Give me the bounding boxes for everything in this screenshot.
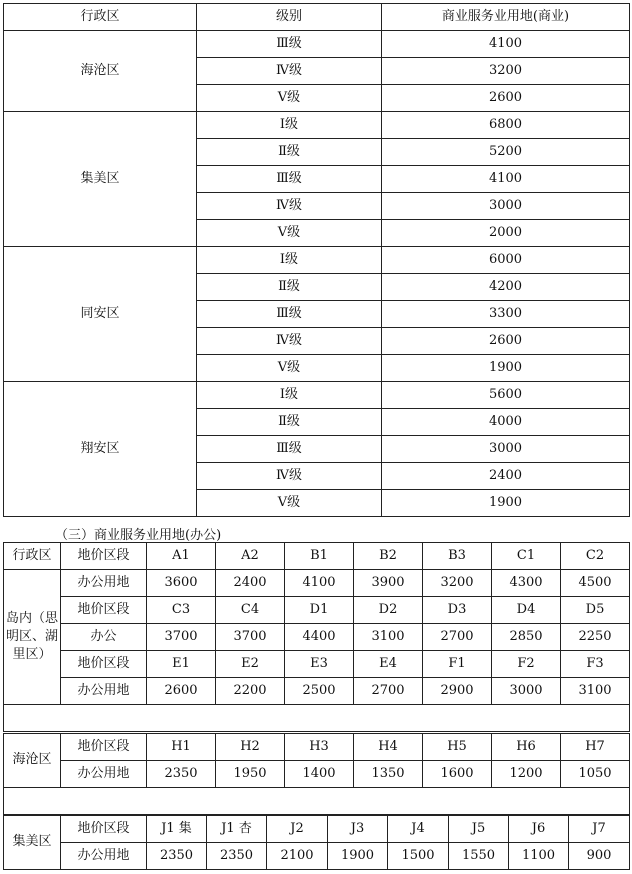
zone-cell: E3 [285,651,354,678]
office-island-body [4,543,630,732]
zone-cell: J3 [328,816,388,843]
column-header: 商业服务业用地(商业) [382,4,630,31]
district-cell: 海沧区 [4,734,61,788]
price-cell: 3100 [561,678,630,705]
district-cell: 岛内（思明区、湖里区） [4,570,61,705]
price-cell: 2600 [382,85,630,112]
price-cell: 2700 [354,678,423,705]
zone-cell: J6 [509,816,569,843]
grade-cell: Ⅳ级 [197,328,382,355]
district-cell: 集美区 [4,112,197,247]
price-cell: 1100 [509,843,569,870]
zone-cell: H5 [423,734,492,761]
grade-cell: Ⅴ级 [197,355,382,382]
office-haicang-table [3,733,630,815]
spacer-cell [4,788,630,815]
price-cell: 2400 [216,570,285,597]
table-row [4,734,630,761]
zone-cell: B3 [423,543,492,570]
price-cell: 4000 [382,409,630,436]
price-cell: 3000 [382,193,630,220]
zone-cell: J1 集 [147,816,207,843]
price-cell: 3900 [354,570,423,597]
price-cell: 4100 [382,31,630,58]
column-header: 级别 [197,4,382,31]
zone-cell: H1 [147,734,216,761]
row-label: 办公用地 [61,761,147,788]
price-cell: 4300 [492,570,561,597]
zone-cell: D3 [423,597,492,624]
price-cell: 4400 [285,624,354,651]
header-row [4,543,630,570]
zone-cell: F2 [492,651,561,678]
price-cell: 1900 [382,490,630,517]
price-cell: 4500 [561,570,630,597]
row-label: 地价区段 [61,597,147,624]
district-cell: 同安区 [4,247,197,382]
price-cell: 2500 [285,678,354,705]
row-label: 地价区段 [61,734,147,761]
price-cell: 1050 [561,761,630,788]
table-row [4,382,630,409]
zone-cell: J2 [267,816,328,843]
price-cell: 3600 [147,570,216,597]
zone-cell: H2 [216,734,285,761]
price-cell: 1550 [449,843,509,870]
table-row [4,843,630,870]
district-cell: 集美区 [4,816,61,870]
spacer-row [4,788,630,815]
zone-cell: J5 [449,816,509,843]
row-label: 地价区段 [61,543,147,570]
grade-cell: Ⅴ级 [197,85,382,112]
price-cell: 3200 [423,570,492,597]
zone-cell: H3 [285,734,354,761]
table-row [4,761,630,788]
table-row [4,570,630,597]
zone-cell: C1 [492,543,561,570]
price-cell: 2850 [492,624,561,651]
price-cell: 2700 [423,624,492,651]
grade-cell: Ⅳ级 [197,58,382,85]
grade-cell: Ⅴ级 [197,220,382,247]
table-row [4,816,630,843]
price-cell: 1200 [492,761,561,788]
price-cell: 3700 [147,624,216,651]
zone-cell: E1 [147,651,216,678]
price-cell: 5200 [382,139,630,166]
price-cell: 2350 [207,843,267,870]
table-row [4,651,630,678]
zone-cell: F1 [423,651,492,678]
price-cell: 1900 [382,355,630,382]
district-cell: 海沧区 [4,31,197,112]
grade-cell: Ⅱ级 [197,274,382,301]
row-label: 办公用地 [61,570,147,597]
zone-cell: A2 [216,543,285,570]
zone-cell: D2 [354,597,423,624]
grade-cell: Ⅰ级 [197,382,382,409]
price-cell: 4100 [382,166,630,193]
section-title: （三）商业服务业用地(办公) [55,528,222,543]
table-row [4,247,630,274]
price-cell: 3000 [492,678,561,705]
office-jimei-table [3,815,630,870]
table-row [4,112,630,139]
price-cell: 4200 [382,274,630,301]
district-cell: 翔安区 [4,382,197,517]
price-cell: 2400 [382,463,630,490]
spacer-cell [4,705,630,732]
grade-cell: Ⅱ级 [197,409,382,436]
grade-cell: Ⅲ级 [197,301,382,328]
price-cell: 2200 [216,678,285,705]
table-row [4,31,630,58]
price-cell: 2000 [382,220,630,247]
price-cell: 3300 [382,301,630,328]
grade-cell: Ⅱ级 [197,139,382,166]
zone-cell: H6 [492,734,561,761]
grade-cell: Ⅰ级 [197,247,382,274]
zone-cell: A1 [147,543,216,570]
zone-cell: H7 [561,734,630,761]
price-cell: 2900 [423,678,492,705]
price-cell: 4100 [285,570,354,597]
zone-cell: C3 [147,597,216,624]
zone-cell: D5 [561,597,630,624]
header-row [4,4,630,31]
district-header: 行政区 [4,543,61,570]
price-cell: 1350 [354,761,423,788]
zone-cell: F3 [561,651,630,678]
commercial-land-table [3,3,630,517]
price-cell: 3200 [382,58,630,85]
grade-cell: Ⅲ级 [197,31,382,58]
price-cell: 1600 [423,761,492,788]
office-haicang-body [4,734,630,815]
zone-cell: H4 [354,734,423,761]
commercial-table-body [4,4,630,517]
zone-cell: E2 [216,651,285,678]
price-cell: 3700 [216,624,285,651]
table-row [4,678,630,705]
grade-cell: Ⅳ级 [197,193,382,220]
price-cell: 3100 [354,624,423,651]
price-cell: 2600 [147,678,216,705]
grade-cell: Ⅴ级 [197,490,382,517]
row-label: 办公用地 [61,843,147,870]
grade-cell: Ⅲ级 [197,436,382,463]
zone-cell: E4 [354,651,423,678]
zone-cell: J4 [388,816,449,843]
row-label: 办公 [61,624,147,651]
row-label: 地价区段 [61,816,147,843]
table-row [4,624,630,651]
row-label: 地价区段 [61,651,147,678]
price-cell: 2350 [147,761,216,788]
table-row [4,597,630,624]
office-jimei-body [4,816,630,870]
price-cell: 2350 [147,843,207,870]
price-cell: 6000 [382,247,630,274]
price-cell: 1500 [388,843,449,870]
price-cell: 1950 [216,761,285,788]
column-header: 行政区 [4,4,197,31]
zone-cell: C2 [561,543,630,570]
zone-cell: D4 [492,597,561,624]
price-cell: 1400 [285,761,354,788]
price-cell: 1900 [328,843,388,870]
grade-cell: Ⅲ级 [197,166,382,193]
price-cell: 900 [569,843,630,870]
price-cell: 2250 [561,624,630,651]
office-island-table [3,542,630,732]
zone-cell: B1 [285,543,354,570]
grade-cell: Ⅰ级 [197,112,382,139]
zone-cell: C4 [216,597,285,624]
price-cell: 6800 [382,112,630,139]
price-cell: 5600 [382,382,630,409]
price-cell: 3000 [382,436,630,463]
zone-cell: J1 杏 [207,816,267,843]
spacer-row [4,705,630,732]
grade-cell: Ⅳ级 [197,463,382,490]
row-label: 办公用地 [61,678,147,705]
zone-cell: D1 [285,597,354,624]
price-cell: 2100 [267,843,328,870]
zone-cell: J7 [569,816,630,843]
zone-cell: B2 [354,543,423,570]
price-cell: 2600 [382,328,630,355]
